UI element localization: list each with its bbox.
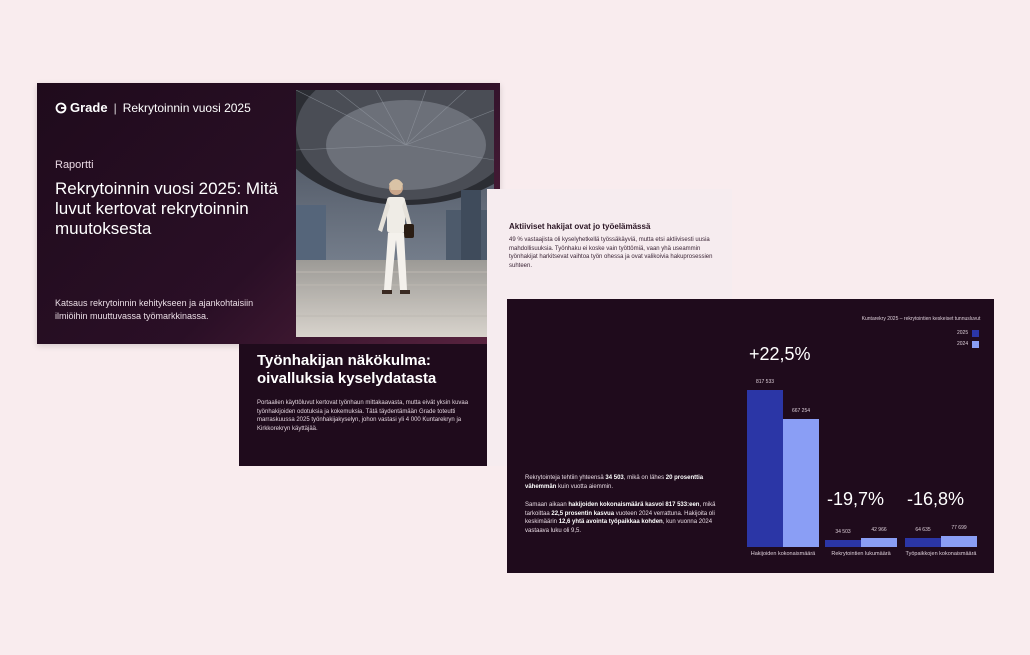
- legend-swatch: [972, 330, 979, 337]
- survey-perspective-card: [239, 344, 487, 466]
- bar-value-label: 42 966: [871, 527, 887, 534]
- bar-2024-2: [861, 538, 897, 547]
- report-title: Rekrytoinnin vuosi 2025: Mitä luvut kertovat rekrytoinnin muutoksesta: [55, 179, 279, 238]
- recruitment-summary-text: Rekrytointeja tehtiin yhteensä 34 503, mikä on lähes 20 prosenttia vähemmän kuin vuotta aiemmin.: [525, 475, 704, 490]
- brand-header: [55, 100, 251, 115]
- insight-body: 49 % vastaajista oli kyselyhetkellä työssäkäyviä, mutta etsi aktiivisesti uusia mahdollisuuksia. Työnhaku ei koske vain työttömiä, vaan yhä useammin työnhakijat harkitsevat vaihtoa työn ohessa ja ovat valikoivia hakuprosessien suhteen.: [509, 237, 713, 269]
- chart-title: Kuntarekry 2025 – rekrytointien keskeiset tunnusluvut: [861, 316, 981, 322]
- brand-name: Grade: [70, 100, 108, 115]
- report-cover-card: [37, 83, 500, 344]
- change-percentage: +22,5%: [749, 344, 811, 364]
- grade-logo: [55, 100, 108, 115]
- report-label: Raportti: [55, 159, 94, 171]
- survey-heading: Työnhakijan näkökulma: oivalluksia kyselydatasta: [257, 352, 437, 387]
- legend-label: 2025: [957, 330, 969, 336]
- bar-value-label: 817 533: [755, 379, 775, 385]
- bar-value-label: 667 254: [791, 407, 811, 414]
- change-percentage: -16,8%: [907, 489, 965, 509]
- legend-item-2025: [957, 329, 979, 337]
- businesswoman-photo: [296, 90, 494, 337]
- brand-subtitle: Rekrytoinnin vuosi 2025: [122, 100, 251, 115]
- bar-2025-2: [825, 540, 861, 547]
- legend-swatch: [972, 341, 979, 348]
- legend-label: 2024: [957, 341, 969, 347]
- bar-2025-1: [747, 390, 783, 547]
- report-description: Katsaus rekrytoinnin kehitykseen ja ajankohtaisiin ilmiöihin muuttuvassa työmarkkinassa.: [55, 298, 254, 321]
- bar-2025-3: [905, 538, 941, 547]
- change-percentage: -19,7%: [827, 489, 885, 509]
- chart-legend: [957, 329, 979, 351]
- bar-value-label: 64 635: [915, 526, 931, 533]
- bar-value-label: 34 503: [835, 529, 851, 536]
- category-label: Rekrytointien lukumäärä: [831, 551, 891, 557]
- bar-2024-1: [783, 419, 819, 547]
- bar-value-label: 77 699: [951, 524, 967, 531]
- applicants-summary-text: Samaan aikaan hakijoiden kokonaismäärä kasvoi 817 533:een, mikä tarkoittaa 22,5 prosentin kasvua vuoteen 2024 verrattuna. Hakijoita oli keskimäärin 12,6 yhtä avointa työpaikkaa kohden, kun vuonna 2024 vastaava luku oli 9,5.: [525, 502, 716, 534]
- category-label: Hakijoiden kokonaismäärä: [750, 551, 816, 557]
- bar-2024-3: [941, 536, 977, 547]
- category-label: Työpaikkojen kokonaismäärä: [905, 551, 977, 557]
- legend-item-2024: [957, 340, 979, 348]
- brand-separator: |: [113, 100, 117, 115]
- survey-body: Portaalien käyttöluvut kertovat työnhaun mittakaavasta, mutta eivät yksin kuvaa työnhakijoiden odotuksia ja kokemuksia. Tätä täydentämään Grade toteutti marraskuussa 2025 työnhakijakyselyn, johon vastasi yli 4 000 Kuntarekryn ja Kirkkorekryn käyttäjää.: [257, 400, 469, 432]
- cover-photo: [296, 90, 494, 337]
- grade-logo-icon: [55, 102, 67, 114]
- statistics-card: [507, 299, 994, 573]
- insight-heading: Aktiiviset hakijat ovat jo työelämässä: [509, 222, 651, 231]
- insight-section: [509, 222, 714, 270]
